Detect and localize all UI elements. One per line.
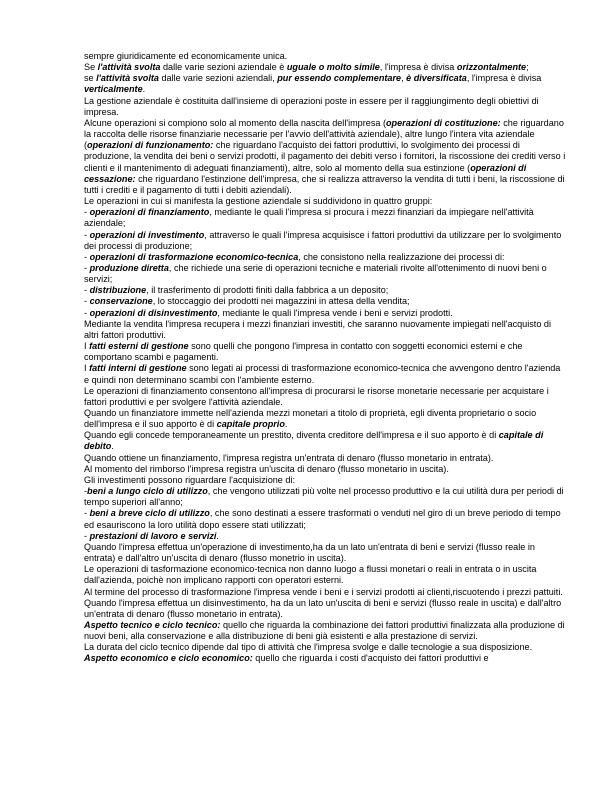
body-text: Al termine del processo di trasformazione l'impresa vende i beni e i servizi prodotti ai clienti,riscuotendo i prezzi pattuiti. [84, 586, 563, 597]
emphasized-term: Aspetto tecnico e ciclo tecnico: [84, 619, 221, 630]
emphasized-term: pur essendo complementare [277, 73, 402, 84]
body-text: sempre giuridicamente ed economicamente unica. [84, 51, 288, 61]
body-text: , il trasferimento di prodotti finiti dalla fabbrica a un deposito; [146, 285, 389, 296]
body-text: . [111, 441, 114, 452]
emphasized-term: operazioni di trasformazione economico-tecnica [89, 251, 299, 262]
paragraph-p08 [84, 230, 566, 252]
body-text: se [84, 73, 97, 84]
paragraph-p30 [84, 620, 566, 642]
emphasized-term: conservazione [89, 296, 153, 307]
paragraph-p06 [84, 196, 566, 207]
body-text: Quando l'impresa effettua un'operazione di investimento,ha da un lato un'entrata di beni e servizi (flusso reale in entrata) e dall'altro un'uscita di denaro (flusso monetrio in uscita). [84, 541, 535, 564]
paragraph-p18 [84, 408, 566, 430]
paragraph-p03 [84, 73, 566, 95]
body-text: che riguardano l'acquisto dei fattori produttivi, lo svolgimento dei processi di produzione, la vendita dei beni o servizi prodotti, il pagamento dei debiti verso i fornitori, la riscossione dei crediti verso i clienti e il mantenimento di adeguati finanziamenti), altre, solo al momento della sua estinzione ( [84, 140, 566, 173]
emphasized-term: operazioni di funzionamento: [87, 140, 214, 151]
paragraph-p01 [84, 51, 566, 62]
paragraph-p31 [84, 642, 566, 653]
body-text: - [84, 530, 90, 541]
emphasized-term: l'attività svolta [97, 62, 161, 73]
body-text: quello che riguarda la combinazione dei fattori produttivi finalizzata alla produzione di nuovi beni, alla conservazione e alla distribuzione di beni già esistenti e alla prestazione di servizi. [84, 619, 565, 642]
emphasized-term: fatti esterni di gestione [89, 341, 189, 352]
paragraph-p02 [84, 62, 566, 73]
emphasized-term: beni a lungo ciclo di utilizzo [87, 486, 208, 497]
paragraph-p29 [84, 598, 566, 620]
paragraph-p19 [84, 430, 566, 452]
emphasized-term: capitale proprio [216, 419, 285, 430]
paragraph-p17 [84, 386, 566, 408]
emphasized-term: capitale di debito [84, 430, 544, 452]
body-text: La durata del ciclo tecnico dipende dal tipo di attività che l'impresa svolge e dalle tecnologie a sua disposizione. [84, 642, 533, 653]
emphasized-term: Aspetto economico e ciclo economico: [84, 653, 253, 664]
emphasized-term: verticalmente [84, 84, 143, 95]
paragraph-p25 [84, 531, 566, 542]
paragraph-p15 [84, 341, 566, 363]
body-text: , attraverso le quali l'impresa acquisisce i fattori produttivi da utilizzare per lo svolgimento dei processi di produzione; [84, 229, 562, 251]
paragraph-p32 [84, 653, 566, 664]
body-text: Le operazioni di finanziamento consentono all'impresa di procurarsi le risorse monetarie necessarie per acquistare i fattori produttivi e per svolgere l'attività aziendale. [84, 385, 549, 407]
body-text: , mediante le quali l'impresa vende i beni e servizi prodotti. [217, 307, 453, 318]
body-text: Le operazioni in cui si manifesta la gestione aziendale si suddividono in quattro gruppi: [84, 196, 433, 207]
body-text: che riguardano la raccolta delle risorse finanziarie necessarie per l'avvio dell'attività aziendale), altre lungo l'intera vita aziendale ( [84, 117, 564, 151]
body-text: dalle varie sezioni aziendali, [158, 73, 278, 84]
body-text: Se [84, 62, 98, 73]
body-text: - [84, 307, 90, 318]
body-text: Quando egli concede temporaneamente un prestito, diventa creditore dell'impresa e il suo apporto è di [84, 430, 499, 441]
paragraph-p16 [84, 363, 566, 385]
body-text: , che richiede una serie di operazioni tecniche e materiali rivolte all'ottenimento di nuovi beni o servizi; [84, 262, 547, 285]
body-text: Quando ottiene un finanziamento, l'impresa registra un'entrata di denaro (flusso monetario in entrata). [84, 452, 494, 463]
body-text: , lo stoccaggio dei prodotti nei magazzini in attesa della vendita; [152, 296, 410, 307]
body-text: - [84, 262, 90, 273]
body-text: Quando un finanziatore immette nell'azienda mezzi monetari a titolo di proprietà, egli diventa proprietario o socio dell'impresa e il suo apporto è di [84, 408, 537, 430]
emphasized-term: operazioni di finanziamento [89, 207, 210, 218]
paragraph-p11 [84, 285, 566, 296]
body-text: sono quelli che pongono l'impresa in contatto con soggetti economici esterni e che comportano scambi e pagamenti. [84, 341, 523, 363]
body-text: Mediante la vendita l'impresa recupera i mezzi finanziari investiti, che saranno nuovamente impiegati nell'acquisto di altri fattori produttivi. [84, 318, 551, 340]
document-page [84, 51, 566, 665]
body-text: che riguardano l'estinzione dell'impresa, che si realizza attraverso la vendita di tutti i beni, la riscossione di tutti i crediti e il pagamento di tutti i debiti aziendali). [84, 173, 565, 195]
emphasized-term: operazioni di investimento [89, 229, 205, 240]
emphasized-term: operazioni di costituzione: [386, 117, 501, 128]
paragraph-p10 [84, 263, 566, 285]
body-text: Al momento del rimborso l'impresa registra un'uscita di denaro (flusso monetario in uscita). [84, 463, 449, 474]
emphasized-term: distribuzione [89, 285, 147, 296]
body-text: , [401, 73, 407, 84]
emphasized-term: operazioni di cessazione: [84, 162, 527, 184]
body-text: - [84, 207, 90, 218]
body-text: - [84, 229, 90, 240]
body-text: , l'impresa è divisa [466, 73, 542, 84]
body-text: , l'impresa è divisa [379, 62, 457, 73]
body-text: - [84, 251, 90, 262]
paragraph-p12 [84, 296, 566, 307]
paragraph-p09 [84, 252, 566, 263]
paragraph-p27 [84, 564, 566, 586]
body-text: , mediante le quali l'impresa si procura i mezzi finanziari da impiegare nell'attività aziendale; [84, 207, 534, 229]
emphasized-term: l'attività svolta [96, 73, 159, 84]
paragraph-p28 [84, 587, 566, 598]
body-text: La gestione aziendale è costituita dall'insieme di operazioni poste in essere per il raggiungimento degli obiettivi di impresa. [84, 95, 539, 117]
body-text: , che sono destinati a essere trasformati o venduti nel giro di un breve periodo di tempo ed esauriscono la loro utilità dopo essere stati utilizzati; [84, 508, 561, 530]
body-text: quello che riguarda i costi d'acquisto dei fattori produttivi e [252, 653, 489, 664]
paragraph-p07 [84, 207, 566, 229]
paragraph-p04 [84, 96, 566, 118]
body-text: I [84, 363, 90, 374]
body-text: . [284, 419, 288, 430]
body-text: - [84, 508, 90, 519]
paragraph-p22 [84, 475, 566, 486]
emphasized-term: orizzontalmente [456, 62, 527, 73]
body-text: ; [526, 62, 529, 73]
body-text: Alcune operazioni si compiono solo al momento della nascita dell'impresa ( [84, 117, 386, 128]
body-text: , che vengono utilizzati più volte nel processo produttivo e la cui utilità dura per periodi di tempo superiori all'anno; [84, 486, 564, 508]
paragraph-p14 [84, 319, 566, 341]
body-text: - [84, 296, 90, 307]
body-text: Quando l'impresa effettua un disinvestimento, ha da un lato un'uscita di beni e servizi (flusso reale in uscita) e dall'altro un'entrata di denaro (flusso monetario in entrata). [84, 597, 562, 619]
body-text: . [216, 530, 219, 541]
emphasized-term: fatti interni di gestione [89, 363, 187, 374]
emphasized-term: operazioni di disinvestimento [89, 307, 218, 318]
emphasized-term: prestazioni di lavoro e servizi [89, 530, 217, 541]
body-text: Gli investimenti possono riguardare l'acquisizione di: [84, 474, 295, 485]
paragraph-p26 [84, 542, 566, 564]
emphasized-term: beni a breve ciclo di utilizzo [89, 508, 210, 519]
paragraph-p23 [84, 486, 566, 508]
body-text: Le operazioni di tasformazione economico-tecnica non danno luogo a flussi monetari o reali in entrata o in uscita dall'azienda, poichè non implicano rapporti con operatori esterni. [84, 564, 537, 586]
body-text: sono legati ai processi di trasformazione economico-tecnica che avvengono dentro l'azienda e quindi non determinano scambi con l'ambiente esterno. [84, 363, 561, 385]
emphasized-term: uguale o molto simile [286, 62, 380, 73]
body-text: - [84, 486, 88, 497]
paragraph-p20 [84, 453, 566, 464]
body-text: . [142, 84, 146, 95]
paragraph-p05 [84, 118, 566, 196]
emphasized-term: produzione diretta [89, 262, 169, 273]
paragraph-p13 [84, 308, 566, 319]
body-text: I [84, 341, 90, 352]
body-text: - [84, 285, 90, 296]
paragraph-p21 [84, 464, 566, 475]
paragraph-p24 [84, 508, 566, 530]
body-text: dalle varie sezioni aziendale è [160, 62, 287, 73]
body-text: , che consistono nella realizzazione dei processi di: [298, 251, 505, 262]
emphasized-term: è diversificata [406, 73, 467, 84]
